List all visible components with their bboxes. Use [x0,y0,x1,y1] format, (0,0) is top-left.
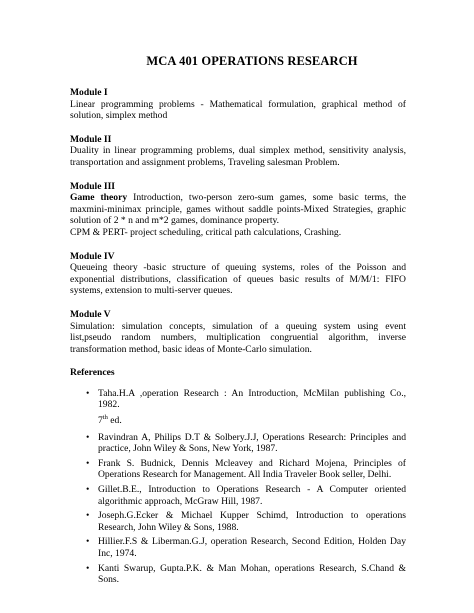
edition-superscript: th [102,413,108,421]
reference-text: Taha.H.A ,operation Research : An Introduction, McMilan publishing Co., 1982. [98,387,406,411]
edition-number: 7 [98,415,103,427]
module-3 [70,181,406,239]
bullet-icon: • [86,484,90,496]
bullet-icon: • [86,510,90,522]
document-page [70,54,406,589]
game-theory-lead: Game theory [70,192,128,204]
module-body: Queueing theory -basic structure of queuing systems, roles of the Poisson and exponential distributions, classification of queues basic results of M/M/1: FIFO systems, extension to multi-server queues. [70,262,406,297]
reference-item [70,432,406,455]
edition-suffix: ed. [107,415,122,427]
module-paragraph: CPM & PERT- project scheduling, critical path calculations, Crashing. [70,226,342,238]
module-heading: Module I [70,87,108,98]
module-4 [70,251,406,297]
reference-text: Ravindran A, Philips D.T & Solbery.J.J, Operations Research: Principles and practice, John Wiley & Sons, New York, 1987. [98,431,406,455]
references-heading: References [70,367,115,379]
page-title: MCA 401 OPERATIONS RESEARCH [146,54,358,68]
module-heading: Module IV [70,250,115,262]
game-theory-text: Introduction, two-person zero-sum games, some basic terms, the maxmini-minimax principle, games without saddle points-Mixed Strategies, graphic solution of 2 * n and m*2 games, dominance property. [70,192,406,227]
reference-item [70,458,406,481]
module-body: Simulation: simulation concepts, simulation of a queuing system using event list,pseudo random numbers, multiplication congruential algorithm, inverse transformation method, basic ideas of Monte-Carlo simulation. [70,320,406,355]
module-body: Duality in linear programming problems, dual simplex method, sensitivity analysis, transportation and assignment problems, Traveling salesman Problem. [70,145,406,168]
module-2 [70,134,406,169]
reference-text: Hillier.F.S & Liberman.G.J, operation Research, Second Edition, Holden Day Inc, 1974. [98,536,406,559]
reference-item [70,388,406,427]
reference-item [70,563,406,586]
reference-text: Frank S. Budnick, Dennis Mcleavey and Richard Mojena, Principles of Operations Research for Management. All India Traveler Book seller, Delhi. [98,457,406,481]
bullet-icon: • [86,457,90,469]
reference-item [70,510,406,533]
bullet-icon: • [86,387,90,399]
module-body [70,192,406,238]
reference-text: Joseph.G.Ecker & Michael Kupper Schimd, Introduction to operations Research, John Wiley & Sons, 1988. [98,510,406,533]
references-list [70,388,406,586]
reference-text: Gillet.B.E., Introduction to Operations Research - A Computer oriented algorithmic approach, McGraw Hill, 1987. [98,484,406,507]
bullet-icon: • [86,431,90,443]
module-5 [70,309,406,355]
module-heading: Module V [70,308,111,320]
edition-line [98,415,406,427]
reference-item [70,484,406,507]
reference-item [70,536,406,559]
module-heading: Module III [70,180,116,192]
bullet-icon: • [86,536,90,548]
module-1 [70,87,406,122]
bullet-icon: • [86,562,90,574]
module-body: Linear programming problems - Mathematical formulation, graphical method of solution, simplex method [70,98,406,122]
reference-text: Kanti Swarup, Gupta.P.K. & Man Mohan, operations Research, S.Chand & Sons. [98,562,406,586]
module-paragraph [70,192,406,227]
module-heading: Module II [70,133,112,145]
